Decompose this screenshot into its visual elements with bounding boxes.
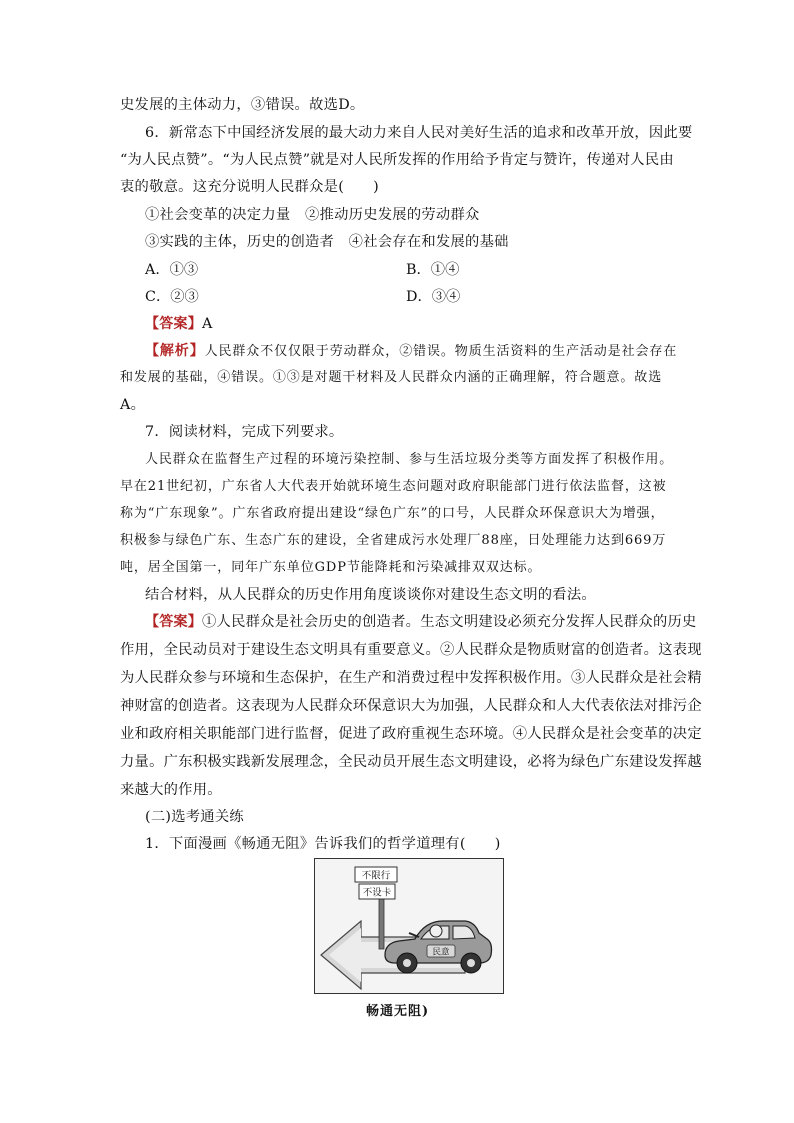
question-1-stem: 1．下面漫画《畅通无阻》告诉我们的哲学道理有( ) [145, 836, 501, 852]
answer-line: 作用，全民动员对于建设生态文明具有重要意义。②人民群众是物质财富的创造者。这表现 [120, 642, 702, 658]
answer-text: ①人民群众是社会历史的创造者。生态文明建设必须充分发挥人民群众的历史 [202, 614, 697, 630]
statement-line: ③实践的主体，历史的创造者 ④社会存在和发展的基础 [145, 234, 509, 250]
analysis-line: A。 [120, 397, 146, 413]
cartoon-figure [314, 858, 504, 994]
answer-line [145, 611, 697, 633]
analysis-label: 【解析】 [145, 343, 205, 359]
answer-line: 神财富的创造者。这表现为人民群众环保意识大为加强，人民群众和人大代表依法对排污企 [120, 698, 702, 714]
answer-label: 【答案】 [145, 316, 202, 332]
text-line: “为人民点赞”。“为人民点赞”就是对人民所发挥的作用给予肯定与赞许，传递对人民由 [120, 152, 674, 168]
answer-label: 【答案】 [145, 614, 202, 630]
question-6-stem: 6．新常态下中国经济发展的最大动力来自人民对美好生活的追求和改革开放，因此要 [145, 125, 693, 141]
material-line: 人民群众在监督生产过程的环境污染控制、参与生活垃圾分类等方面发挥了积极作用。 [145, 452, 674, 467]
option-d: D．③④ [406, 289, 461, 305]
answer-line: 业和政府相关职能部门进行监督，促进了政府重视生态环境。④人民群众是社会变革的决定 [120, 726, 702, 742]
question-7-stem: 7．阅读材料，完成下列要求。 [145, 424, 344, 440]
material-line: 称为“广东现象”。广东省政府提出建设“绿色广东”的口号，人民群众环保意识大为增强， [120, 506, 665, 521]
analysis-line [145, 340, 677, 363]
answer-line: 力量。广东积极实践新发展理念，全民动员开展生态文明建设，必将为绿色广东建设发挥越 [120, 754, 702, 770]
statement-line: ①社会变革的决定力量 ②推动历史发展的劳动群众 [145, 207, 480, 223]
car-label: 民意 [432, 947, 450, 958]
material-line: 吨，居全国第一，同年广东单位GDP节能降耗和污染减排双双达标。 [120, 560, 542, 575]
material-line: 积极参与绿色广东、生态广东的建设，全省建成污水处理厂88座，日处理能力达到669万 [120, 533, 667, 548]
section-heading: (二)选考通关练 [145, 809, 244, 825]
answer-value: A [202, 316, 213, 332]
text-line: 史发展的主体动力，③错误。故选D。 [120, 97, 365, 113]
question-7-task: 结合材料，从人民群众的历史作用角度谈谈你对建设生态文明的看法。 [145, 587, 596, 603]
option-c: C．②③ [145, 289, 199, 305]
answer-line [145, 313, 213, 335]
text-line: 衷的敬意。这充分说明人民群众是( ) [120, 179, 379, 195]
option-b: B．①④ [406, 262, 460, 278]
option-a: A．①③ [145, 262, 199, 278]
analysis-text: 人民群众不仅仅限于劳动群众，②错误。物质生活资料的生产活动是社会存在 [204, 344, 678, 359]
figure-caption: 畅通无阻) [366, 1004, 430, 1019]
driver-head [430, 925, 442, 937]
cartoon-illustration [315, 859, 503, 993]
answer-line: 来越大的作用。 [120, 782, 222, 798]
material-line: 早在21世纪初，广东省人大代表开始就环境生态问题对政府职能部门进行依法监督，这被 [120, 479, 667, 494]
sign-pole [379, 897, 384, 949]
answer-line: 为人民群众参与环境和生态保护，在生产和消费过程中发挥积极作用。③人民群众是社会精 [120, 670, 702, 686]
analysis-line: 和发展的基础，④错误。①③是对题干材料及人民群众内涵的正确理解，符合题意。故选 [120, 370, 663, 385]
sign-text-bottom: 不设卡 [362, 887, 392, 899]
sign-text-top: 不限行 [361, 870, 391, 882]
